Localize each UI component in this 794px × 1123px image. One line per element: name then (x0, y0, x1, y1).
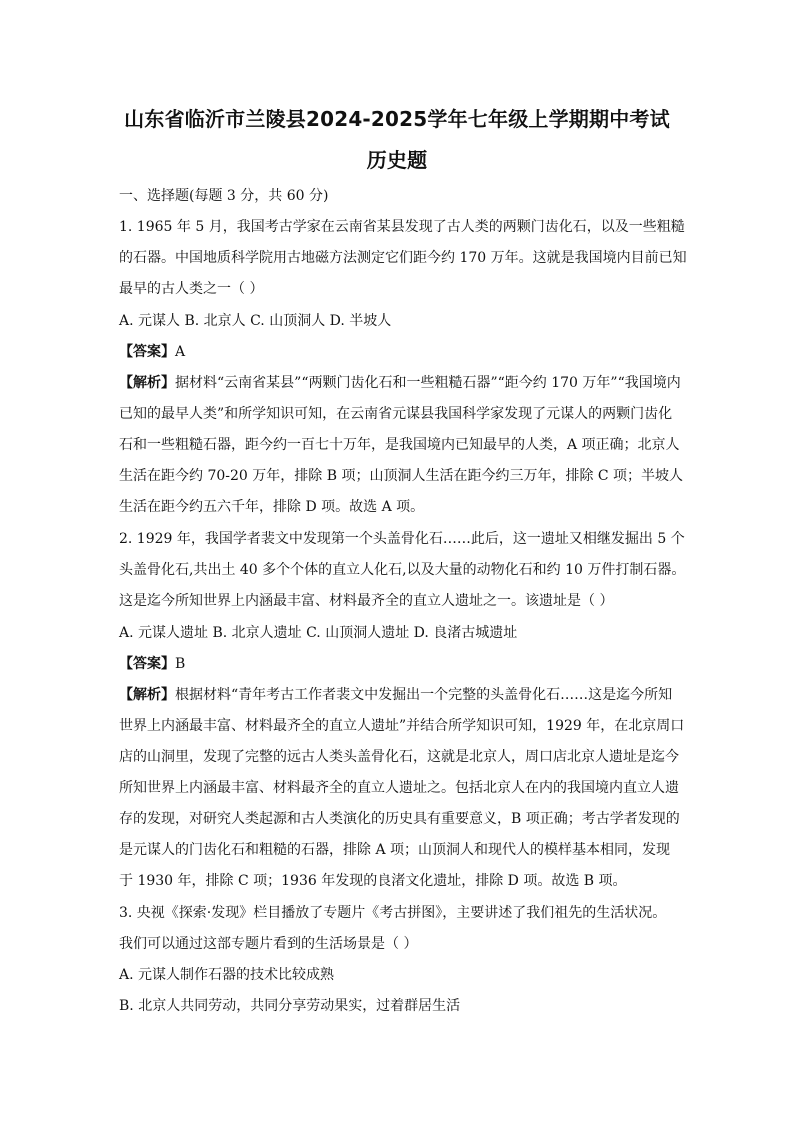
question-line: 最早的古人类之一（ ） (119, 281, 264, 297)
question-line: 头盖骨化石,共出土 40 多个个体的直立人化石,以及大量的动物化石和约 10 万件打制石器。 (119, 562, 686, 578)
analysis-line: 存的发现，对研究人类起源和古人类演化的历史具有重要意义，B 项正确；考古学者发现的 (119, 811, 680, 827)
analysis-line: 所知世界上内涵最丰富、材料最齐全的直立人遗址之。包括北京人在内的我国境内直立人遗 (119, 780, 679, 796)
answer-label: 【答案】 (119, 344, 175, 360)
question-line: 这是迄今所知世界上内涵最丰富、材料最齐全的直立人遗址之一。该遗址是（ ） (119, 593, 614, 609)
analysis-line: 世界上内涵最丰富、材料最齐全的直立人遗址”并结合所学知识可知，1929 年，在北京周口 (119, 718, 685, 734)
analysis-line: 店的山洞里，发现了完整的远古人类头盖骨化石，这就是北京人，周口店北京人遗址是迄今 (119, 749, 679, 765)
document-title: 山东省临沂市兰陵县2024-2025学年七年级上学期期中考试 (124, 107, 670, 131)
section-heading: 一、选择题(每题 3 分，共 60 分) (119, 188, 329, 204)
answer-value: A (175, 344, 186, 360)
analysis-line: 生活在距今约五六千年，排除 D 项。故选 A 项。 (119, 499, 425, 515)
question-line: 我们可以通过这部专题片看到的生活场景是（ ） (119, 936, 418, 952)
question-line: 的石器。中国地质科学院用古地磁方法测定它们距今约 170 万年。这就是我国境内目前已知 (119, 250, 687, 266)
analysis-text: 根据材料“青年考古工作者裴文中发掘出一个完整的头盖骨化石……这是迄今所知 (175, 687, 673, 703)
analysis-label: 【解析】 (119, 375, 175, 391)
question-line: 1. 1965 年 5 月，我国考古学家在云南省某县发现了古人类的两颗门齿化石，以及一些粗糙 (119, 219, 685, 235)
question-option-b: B. 北京人共同劳动，共同分享劳动果实，过着群居生活 (119, 998, 461, 1014)
question-options: A. 元谋人 B. 北京人 C. 山顶洞人 D. 半坡人 (119, 313, 392, 329)
question-line: 2. 1929 年，我国学者裴文中发现第一个头盖骨化石……此后，这一遗址又相继发掘出 5 个 (119, 531, 685, 547)
analysis-line (119, 685, 679, 705)
analysis-line: 于 1930 年，排除 C 项；1936 年发现的良渚文化遗址，排除 D 项。故选 B 项。 (119, 873, 627, 889)
analysis-line: 生活在距今约 70-20 万年，排除 B 项；山顶洞人生活在距今约三万年，排除 C 项；半坡人 (119, 468, 684, 484)
analysis-label: 【解析】 (119, 687, 175, 703)
question-option-a: A. 元谋人制作石器的技术比较成熟 (119, 967, 335, 983)
analysis-line: 是元谋人的门齿化石和粗糙的石器，排除 A 项；山顶洞人和现代人的模样基本相同，发现 (119, 842, 671, 858)
question-line: 3. 央视《探索·发现》栏目播放了专题片《考古拼图》，主要讲述了我们祖先的生活状况。 (119, 905, 667, 921)
question-options: A. 元谋人遗址 B. 北京人遗址 C. 山顶洞人遗址 D. 良渚古城遗址 (119, 625, 518, 641)
answer-line (119, 342, 679, 362)
document-subtitle: 历史题 (366, 148, 428, 172)
analysis-line: 已知的最早人类”和所学知识可知，在云南省元谋县我国科学家发现了元谋人的两颗门齿化 (119, 406, 673, 422)
answer-line (119, 654, 679, 674)
analysis-text: 据材料“云南省某县”“两颗门齿化石和一些粗糙石器”“距今约 170 万年”“我国境内 (175, 375, 681, 391)
answer-label: 【答案】 (119, 656, 175, 672)
answer-value: B (175, 656, 186, 672)
analysis-line: 石和一些粗糙石器，距今约一百七十万年，是我国境内已知最早的人类，A 项正确；北京人 (119, 437, 680, 453)
analysis-line (119, 373, 679, 393)
